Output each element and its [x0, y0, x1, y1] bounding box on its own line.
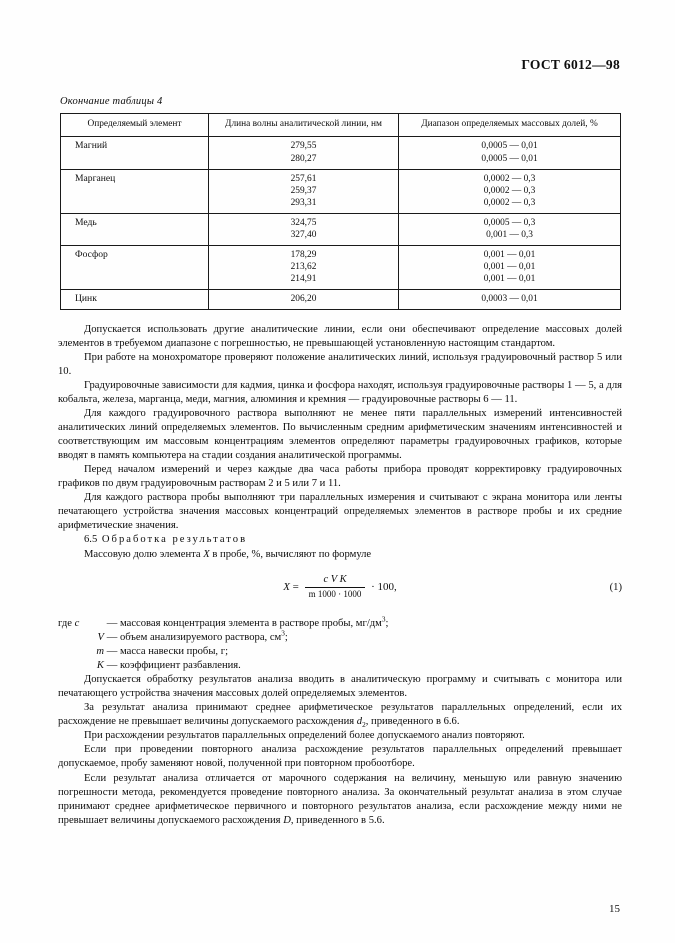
cell-wavelengths — [209, 245, 399, 289]
definition-text-end: ; — [385, 617, 389, 629]
result-average-text-b: , приведенного в 6.6. — [365, 716, 460, 728]
definition-text: масса навески пробы, г; — [120, 645, 229, 657]
definition-text: коэффициент разбавления. — [120, 660, 241, 672]
paragraph-final-result — [58, 772, 622, 828]
definition-superscript: 3 — [281, 628, 285, 638]
formula-fraction — [305, 573, 366, 602]
value-range: 0,0003 — 0,01 — [481, 293, 538, 304]
definition-text — [120, 614, 389, 629]
table-header-row — [61, 114, 621, 137]
definition-symbol-letter: c — [74, 617, 80, 629]
definition-item — [58, 659, 622, 673]
value-range: 0,001 — 0,3 — [486, 229, 533, 240]
value-wavelength: 214,91 — [290, 273, 317, 284]
page-number: 15 — [609, 903, 620, 915]
definition-text-end: ; — [284, 631, 288, 643]
document-header-standard: ГОСТ 6012—98 — [521, 57, 620, 72]
definition-text-main: массовая концентрация элемента в растворе пробы, мг/дм — [120, 617, 382, 629]
table-row — [61, 169, 621, 213]
value-range: 0,0002 — 0,3 — [483, 185, 536, 196]
paragraph-result-average — [58, 701, 622, 729]
definition-text-main: объем анализируемого раствора, см — [120, 631, 282, 643]
value-wavelength: 324,75 — [290, 217, 317, 228]
table-header — [61, 114, 621, 137]
column-header-wavelength: Длина волны аналитической линии, нм — [209, 114, 399, 137]
variable-d: d — [356, 716, 363, 728]
analytical-lines-table — [60, 113, 621, 310]
cell-wavelengths — [209, 289, 399, 309]
definition-superscript: 3 — [381, 614, 386, 623]
cell-element: Марганец — [61, 169, 209, 213]
paragraph-parallel-measurements: Для каждого градуировочного раствора выполняют не менее пяти параллельных измерений интенсивностей аналитических линий определяемых элементов. По вычисленным средним арифметическим значениям интенсивностей и соответствующим им массовым концентрациям элементов определяют параметры градуировочных графиков, которые вводят в память компьютера на стадии создания аналитической программы. — [58, 408, 622, 462]
paragraph-formula-intro — [58, 548, 622, 562]
value-wavelength: 178,29 — [290, 249, 317, 260]
cell-element: Фосфор — [61, 245, 209, 289]
formula-tail: · 100, — [371, 580, 397, 593]
final-result-text-a: Если результат анализа отличается от марочного содержания на величину, меньшую или равную значению погрешности метода, рекомендуется проведение повторного анализа. За окончательный результат анализа в этом случае принимают среднее арифметическое первичного и повторного результатов анализа, если расхождение между ними не превышает величины допускаемого расхождения — [58, 772, 622, 826]
value-range: 0,0002 — 0,3 — [483, 173, 536, 184]
value-wavelength: 257,61 — [290, 173, 317, 184]
value-range: 0,0005 — 0,3 — [483, 217, 536, 228]
value-wavelength: 280,27 — [290, 153, 317, 164]
definition-dash: — — [106, 617, 118, 629]
definition-symbol-letter: K — [96, 660, 104, 672]
column-header-element: Определяемый элемент — [61, 114, 209, 137]
value-wavelength: 213,62 — [290, 261, 317, 272]
cell-element: Цинк — [61, 289, 209, 309]
formula-intro-text-a: Массовую долю элемента — [84, 548, 204, 560]
value-wavelength: 206,20 — [290, 293, 317, 304]
paragraph-graph-correction: Перед началом измерений и через каждые два часа работы прибора проводят корректировку градуировочных графиков по двум градуировочным растворам 2 и 5 или 7 и 11. — [58, 464, 622, 490]
formula-denominator: m 1000 · 1000 — [308, 589, 362, 600]
definition-dash: — — [106, 660, 118, 672]
document-body — [58, 323, 622, 828]
definition-symbol-letter: V — [97, 631, 104, 643]
value-wavelength: 327,40 — [290, 229, 317, 240]
cell-ranges — [399, 169, 621, 213]
value-wavelength: 293,31 — [290, 197, 317, 208]
definition-dash: — — [106, 645, 118, 657]
value-range: 0,001 — 0,01 — [483, 249, 536, 260]
formula-equals-sign: = — [292, 580, 299, 593]
paragraph-analytical-program: Допускается обработку результатов анализа вводить в аналитическую программу и считывать с монитора или печатающего устройства значения массовых долей определяемых элементов. — [58, 674, 622, 700]
definition-item — [58, 645, 622, 659]
table-row — [61, 245, 621, 289]
cell-element: Медь — [61, 213, 209, 245]
cell-ranges — [399, 213, 621, 245]
formula-numerator: c V K — [305, 573, 366, 589]
cell-ranges — [399, 245, 621, 289]
cell-ranges — [399, 289, 621, 309]
table-row — [61, 213, 621, 245]
definition-symbol-letter: m — [96, 645, 104, 657]
paragraph-calibration-dependencies: Градуировочные зависимости для кадмия, цинка и фосфора находят, используя градуировочные растворы 1 — 5, а для кобальта, железа, марганца, меди, магния, алюминия и кремния — градуировочные растворы 6 — 11. — [58, 380, 622, 406]
formula-expression — [58, 573, 622, 602]
value-range: 0,0005 — 0,01 — [481, 141, 538, 152]
variable-big-d: D — [283, 814, 291, 826]
table-caption: Окончание таблицы 4 — [60, 96, 163, 107]
cell-wavelengths — [209, 169, 399, 213]
paragraph-monochromator: При работе на монохроматоре проверяют положение аналитических линий, используя градуировочный раствор 5 или 10. — [58, 352, 622, 378]
variable-d-subscript: 2 — [362, 720, 366, 730]
cell-ranges — [399, 137, 621, 169]
table-body — [61, 137, 621, 310]
formula-intro-variable: X — [203, 548, 210, 560]
formula-lhs: X — [283, 580, 290, 593]
section-title: Обработка результатов — [101, 534, 248, 546]
definition-text — [120, 628, 288, 643]
formula-definitions-list — [58, 614, 622, 674]
definition-symbol — [58, 617, 104, 631]
cell-wavelengths — [209, 213, 399, 245]
value-range: 0,001 — 0,01 — [483, 261, 536, 272]
formula-number: (1) — [609, 581, 622, 593]
value-range: 0,001 — 0,01 — [483, 273, 536, 284]
paragraph-repeat-analysis: При расхождении результатов параллельных определений более допускаемого анализ повторяют. — [84, 730, 525, 742]
formula-intro-text-b: в пробе, %, вычисляют по формуле — [209, 548, 372, 560]
definition-dash: — — [106, 631, 118, 643]
cell-wavelengths — [209, 137, 399, 169]
paragraph-replace-sample: Если при проведении повторного анализа расхождение результатов параллельных определений превышает допускаемое, пробу заменяют новой, полученной при повторном пробоотборе. — [58, 744, 622, 770]
paragraph-alternative-lines: Допускается использовать другие аналитические линии, если они обеспечивают определение массовых долей элементов в требуемом диапазоне с погрешностью, не превышающей установленную настоящим стандартом. — [58, 324, 622, 350]
paragraph-sample-solution-readings: Для каждого раствора пробы выполняют три параллельных измерения и считывают с экрана монитора или ленты печатающего устройства значения массовых концентраций определяемых элементов в растворе пробы и их средние арифметические значения. — [58, 492, 622, 532]
formula-block — [58, 571, 622, 607]
table-row — [61, 289, 621, 309]
result-average-text-a: За результат анализа принимают среднее арифметическое результатов параллельных определений, если их расхождение не превышает величины допускаемого расхождения — [58, 702, 622, 728]
value-wavelength: 279,55 — [290, 141, 317, 152]
final-result-text-b: , приведенного в 5.6. — [290, 814, 385, 826]
value-range: 0,0002 — 0,3 — [483, 197, 536, 208]
section-heading-6-5 — [58, 533, 622, 547]
cell-element: Магний — [61, 137, 209, 169]
definition-item — [58, 614, 622, 631]
value-wavelength: 259,37 — [290, 185, 317, 196]
definition-gde-word: где — [58, 617, 72, 629]
definition-item — [58, 628, 622, 645]
table-row — [61, 137, 621, 169]
column-header-range: Диапазон определяемых массовых долей, % — [399, 114, 621, 137]
value-range: 0,0005 — 0,01 — [481, 153, 538, 164]
section-number: 6.5 — [84, 534, 98, 546]
